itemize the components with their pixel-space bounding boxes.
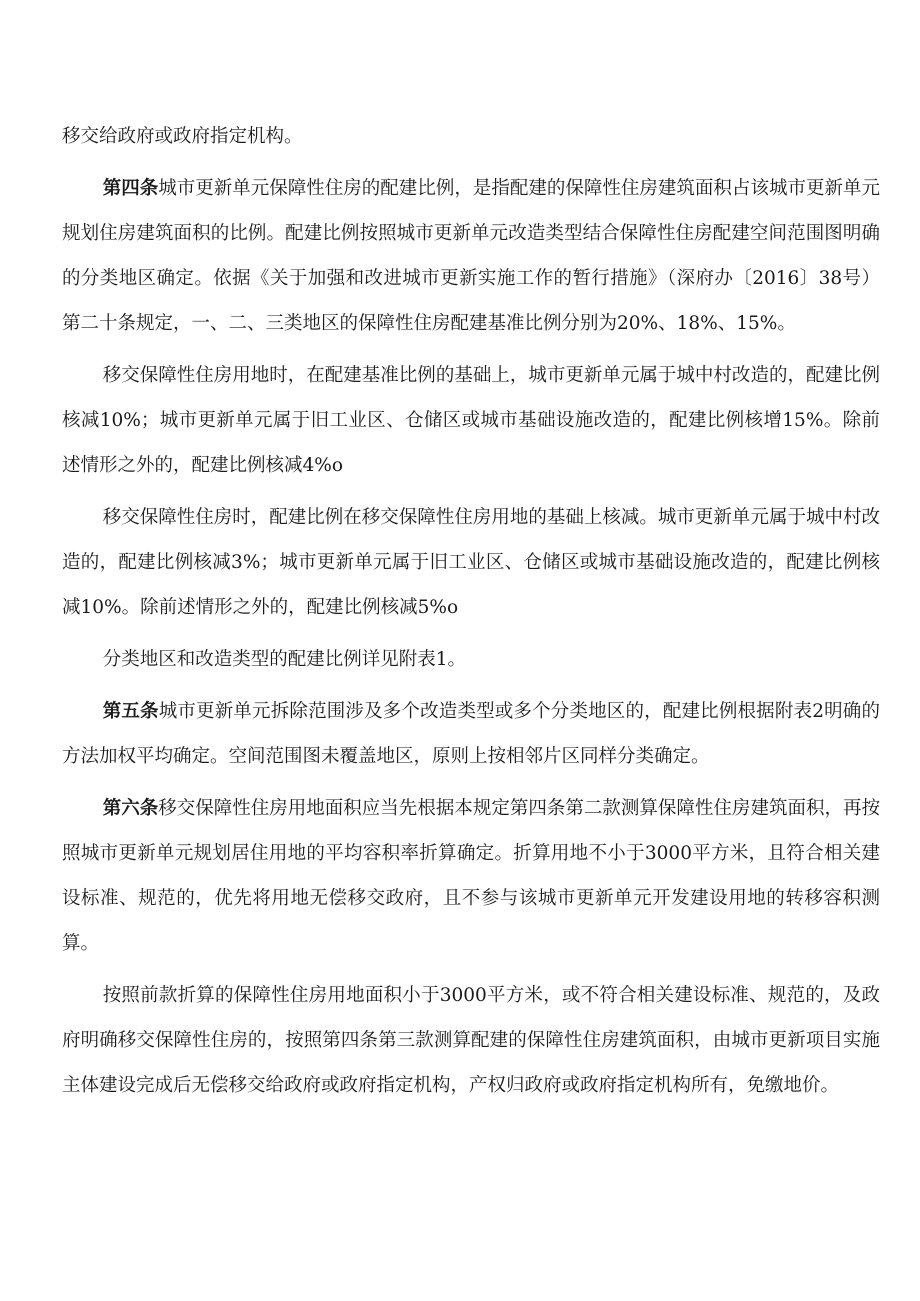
paragraph-5 bbox=[62, 637, 880, 682]
paragraph-8 bbox=[62, 973, 880, 1108]
paragraph-text: 移交保障性住房用地面积应当先根据本规定第四条第二款测算保障性住房建筑面积，再按照城市更新单元规划居住用地的平均容积率折算确定。折算用地不小于3000平方米，且符合相关建设标准、规范的，优先将用地无偿移交政府，且不参与该城市更新单元开发建设用地的转移容积测算。 bbox=[62, 798, 880, 954]
article-4 bbox=[62, 166, 880, 346]
article-6 bbox=[62, 786, 880, 966]
article-heading: 第四条 bbox=[102, 178, 159, 199]
paragraph-3 bbox=[62, 353, 880, 488]
article-heading: 第六条 bbox=[102, 798, 159, 819]
paragraph-text: 移交保障性住房用地时，在配建基准比例的基础上，城市更新单元属于城中村改造的，配建比例核减10%；城市更新单元属于旧工业区、仓储区或城市基础设施改造的，配建比例核增15%。除前述情形之外的，配建比例核减4%o bbox=[62, 365, 880, 476]
paragraph-text: 移交保障性住房时，配建比例在移交保障性住房用地的基础上核减。城市更新单元属于城中村改造的，配建比例核减3%；城市更新单元属于旧工业区、仓储区或城市基础设施改造的，配建比例核减10%。除前述情形之外的，配建比例核减5%o bbox=[62, 507, 880, 618]
paragraph-text: 移交给政府或政府指定机构。 bbox=[62, 126, 303, 147]
paragraph-text: 城市更新单元拆除范围涉及多个改造类型或多个分类地区的，配建比例根据附表2明确的方法加权平均确定。空间范围图未覆盖地区，原则上按相邻片区同样分类确定。 bbox=[62, 701, 880, 767]
paragraph-text: 城市更新单元保障性住房的配建比例，是指配建的保障性住房建筑面积占该城市更新单元规划住房建筑面积的比例。配建比例按照城市更新单元改造类型结合保障性住房配建空间范围图明确的分类地区确定。依据《关于加强和改进城市更新实施工作的暂行措施》（深府办〔2016〕38号）第二十条规定，一、二、三类地区的保障性住房配建基准比例分别为20%、18%、15%。 bbox=[62, 178, 880, 334]
paragraph-text: 分类地区和改造类型的配建比例详见附表1。 bbox=[102, 649, 466, 670]
paragraph-1 bbox=[62, 114, 880, 159]
article-heading: 第五条 bbox=[102, 701, 159, 722]
article-5 bbox=[62, 689, 880, 779]
paragraph-text: 按照前款折算的保障性住房用地面积小于3000平方米，或不符合相关建设标准、规范的，及政府明确移交保障性住房的，按照第四条第三款测算配建的保障性住房建筑面积，由城市更新项目实施主体建设完成后无偿移交给政府或政府指定机构，产权归政府或政府指定机构所有，免缴地价。 bbox=[62, 985, 880, 1096]
document-body bbox=[62, 114, 880, 1115]
paragraph-4 bbox=[62, 495, 880, 630]
